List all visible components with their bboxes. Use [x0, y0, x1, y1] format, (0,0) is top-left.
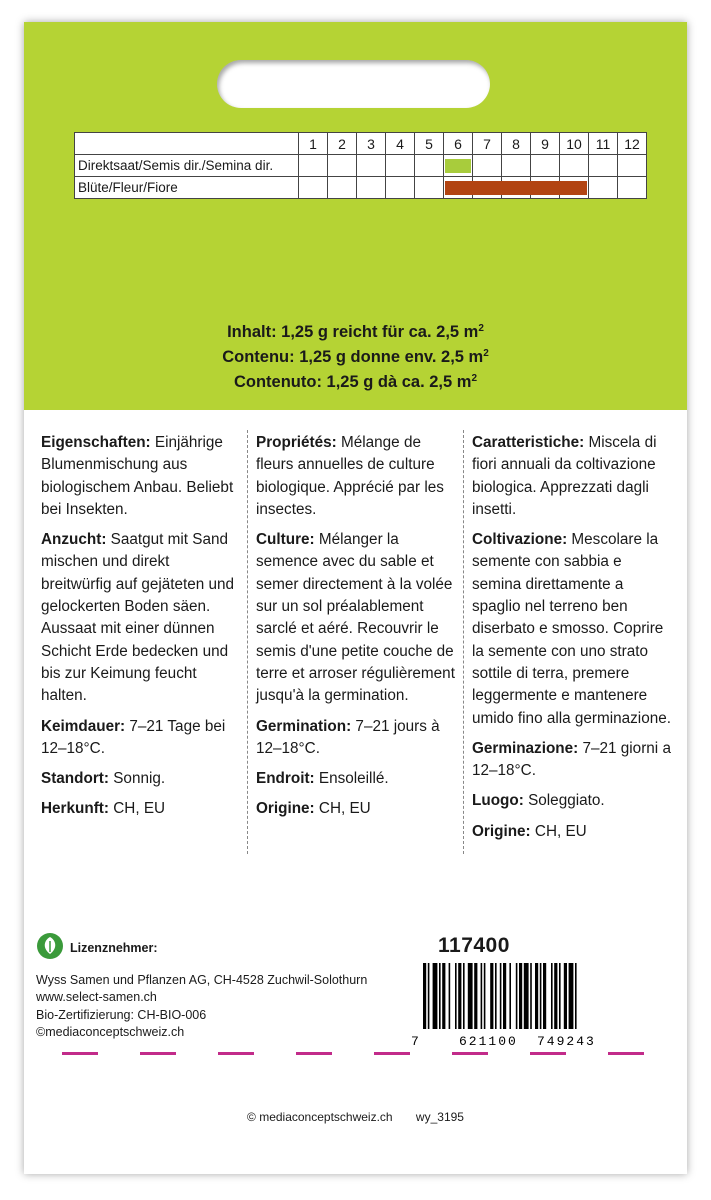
info-text: Soleggiato. [523, 792, 605, 810]
barcode-bar [474, 963, 477, 1029]
month-cell [531, 155, 560, 177]
column-french [256, 432, 458, 829]
info-text: CH, EU [314, 800, 371, 818]
column-divider [247, 430, 248, 854]
info-heading: Herkunft: [41, 800, 109, 818]
green-header-panel [24, 22, 687, 410]
month-cell [618, 155, 647, 177]
info-text: 7–21 jours à 12–18°C. [256, 717, 440, 757]
info-text: CH, EU [530, 822, 587, 840]
calendar-period-bar [445, 159, 471, 173]
barcode-bar [519, 963, 522, 1029]
info-text: Miscela di fiori annuali da coltivazione biologica. Apprezzati dagli insetti. [472, 434, 657, 518]
bio-certification: Bio-Zertifizierung: CH-BIO-006 [36, 1007, 207, 1022]
barcode-bar [535, 963, 538, 1029]
barcode-bar [530, 963, 532, 1029]
month-header: 12 [618, 133, 647, 155]
info-heading: Coltivazione: [472, 531, 568, 549]
info-text: Mélanger la semence avec du sable et semer directement à la volée sur un sol préalablement sarclé et aéré. Recouvrir le semis d'une petite couche de terre et arroser régulièrement jusqu'à la germination. [256, 531, 455, 705]
info-text: Saatgut mit Sand mischen und direkt breitwürfig auf gejäteten und gelockerten Boden säen. Aussaat mit einer dünnen Schicht Erde bedecken und bis zur Keimung feucht halten. [41, 531, 235, 705]
info-text: Mélange de fleurs annuelles de culture biologique. Apprécié par les insectes. [256, 434, 444, 518]
info-heading: Keimdauer: [41, 717, 126, 735]
barcode-digit-first: 7 [411, 1034, 419, 1049]
info-heading: Origine: [472, 822, 531, 840]
month-cell [444, 155, 473, 177]
month-cell [328, 155, 357, 177]
info-heading: Luogo: [472, 792, 524, 810]
calendar-period-bar [472, 181, 502, 195]
info-text: Mescolare la semente con sabbia e semina direttamente a spaglio nel terreno ben diserbato e smosso. Coprire la semente con uno strato sottile di terra, premere leggermente e mantenere umido fino alla germinazione. [472, 531, 671, 727]
month-cell [502, 155, 531, 177]
month-header: 9 [531, 133, 560, 155]
month-header: 3 [357, 133, 386, 155]
info-heading: Standort: [41, 770, 109, 788]
info-paragraph [41, 529, 241, 707]
barcode-bar [524, 963, 529, 1029]
month-cell [415, 155, 444, 177]
info-text: Einjährige Blumenmischung aus biologischem Anbau. Beliebt bei Insekten. [41, 434, 234, 518]
barcode-bar [509, 963, 511, 1029]
licensee-line: Wyss Samen und Pflanzen AG, CH-4528 Zuchwil-Solothurn [36, 972, 368, 987]
info-paragraph [472, 529, 672, 730]
hang-hole [217, 60, 490, 108]
info-heading: Anzucht: [41, 531, 107, 549]
month-cell [560, 177, 589, 199]
barcode-digits-right: 749243 [537, 1034, 596, 1049]
month-cell [502, 177, 531, 199]
website-link[interactable]: www.select-samen.ch [36, 990, 157, 1004]
info-heading: Propriétés: [256, 434, 337, 451]
month-cell [560, 155, 589, 177]
month-cell [531, 177, 560, 199]
barcode-bar [455, 963, 457, 1029]
perforation-marks [24, 1052, 687, 1055]
barcode-bar [540, 963, 542, 1029]
month-cell [415, 177, 444, 199]
info-text: Sonnig. [108, 770, 166, 788]
info-paragraph [472, 738, 672, 783]
column-italian [472, 432, 672, 851]
article-number: 117400 [438, 934, 510, 957]
month-cell [357, 155, 386, 177]
content-info [24, 318, 687, 393]
barcode-bar [484, 963, 486, 1029]
month-header: 11 [589, 133, 618, 155]
column-german [41, 432, 241, 829]
info-paragraph [256, 798, 458, 820]
month-cell [473, 155, 502, 177]
calendar-period-bar [530, 181, 560, 195]
month-cell [444, 177, 473, 199]
footer-credit: © mediaconceptschweiz.ch wy_3195 [247, 1110, 464, 1124]
month-header: 6 [444, 133, 473, 155]
content-fr: Contenu: 1,25 g donne env. 2,5 $m^2$ [222, 348, 489, 366]
month-cell [299, 155, 328, 177]
info-heading: Endroit: [256, 770, 315, 788]
month-cell [386, 155, 415, 177]
info-text: Ensoleillé. [314, 770, 389, 788]
info-heading: Origine: [256, 800, 315, 818]
info-paragraph [472, 790, 672, 812]
barcode-bar [569, 963, 574, 1029]
month-header: 10 [560, 133, 589, 155]
seed-packet-back [24, 22, 687, 1174]
calendar-period-bar [501, 181, 531, 195]
barcode-bar [551, 963, 553, 1029]
info-heading: Culture: [256, 531, 315, 549]
month-header: 8 [502, 133, 531, 155]
perforation-dash [374, 1052, 410, 1055]
info-text: 7–21 giorni a 12–18°C. [472, 739, 671, 780]
perforation-dash [140, 1052, 176, 1055]
info-paragraph [41, 432, 241, 521]
month-cell [299, 177, 328, 199]
barcode-bar [490, 963, 493, 1029]
leaf-logo-icon [36, 932, 64, 966]
info-heading: Eigenschaften: [41, 434, 151, 451]
calendar-row-label: Blüte/Fleur/Fiore [75, 177, 299, 199]
barcode-bar [503, 963, 506, 1029]
barcode-bar [428, 963, 430, 1029]
barcode-bar [495, 963, 497, 1029]
info-paragraph [256, 768, 458, 790]
content-it: Contenuto: 1,25 g dà ca. 2,5 $m^2$ [233, 373, 478, 391]
info-heading: Germinazione: [472, 739, 579, 757]
barcode-bar [516, 963, 518, 1029]
info-paragraph [256, 432, 458, 521]
calendar-period-bar [445, 181, 473, 195]
month-header: 7 [473, 133, 502, 155]
licensee-block [36, 932, 367, 1042]
barcode-bar [439, 963, 441, 1029]
info-paragraph [472, 432, 672, 521]
sowing-calendar [74, 132, 647, 199]
barcode-bar [554, 963, 557, 1029]
month-cell [473, 177, 502, 199]
barcode-bar [468, 963, 473, 1029]
month-cell [328, 177, 357, 199]
barcode-bar [564, 963, 567, 1029]
barcode-bar [449, 963, 451, 1029]
perforation-dash [608, 1052, 644, 1055]
barcode-digits-left: 621100 [459, 1034, 518, 1049]
perforation-dash [218, 1052, 254, 1055]
barcode-bar [458, 963, 461, 1029]
info-text: 7–21 Tage bei 12–18°C. [41, 717, 226, 757]
info-text: CH, EU [109, 800, 166, 818]
info-paragraph [256, 716, 458, 761]
barcode-bar [481, 963, 483, 1029]
barcode-bar [463, 963, 465, 1029]
barcode [409, 959, 629, 1054]
column-divider [463, 430, 464, 854]
month-header: 4 [386, 133, 415, 155]
barcode-bar [575, 963, 577, 1029]
info-heading: Caratteristiche: [472, 434, 585, 451]
month-header: 2 [328, 133, 357, 155]
barcode-bar [423, 963, 426, 1029]
perforation-dash [62, 1052, 98, 1055]
content-de: Inhalt: 1,25 g reicht für ca. 2,5 $m^2$ [227, 323, 484, 341]
licensee-heading: Lizenznehmer: [70, 941, 158, 955]
barcode-bar [559, 963, 561, 1029]
info-paragraph [41, 768, 241, 790]
month-header: 1 [299, 133, 328, 155]
month-cell [618, 177, 647, 199]
month-cell [589, 155, 618, 177]
month-cell [386, 177, 415, 199]
perforation-dash [452, 1052, 488, 1055]
calendar-row-label: Direktsaat/Semis dir./Semina dir. [75, 155, 299, 177]
perforation-dash [296, 1052, 332, 1055]
month-header: 5 [415, 133, 444, 155]
copyright-line: ©mediaconceptschweiz.ch [36, 1025, 185, 1039]
perforation-dash [530, 1052, 566, 1055]
barcode-bar [442, 963, 445, 1029]
info-paragraph [472, 821, 672, 843]
calendar-period-bar [559, 181, 587, 195]
info-paragraph [41, 716, 241, 761]
calendar-corner [75, 133, 299, 155]
month-cell [589, 177, 618, 199]
info-paragraph [41, 798, 241, 820]
barcode-bar [543, 963, 546, 1029]
barcode-bar [500, 963, 502, 1029]
barcode-bar [433, 963, 438, 1029]
info-paragraph [256, 529, 458, 707]
month-cell [357, 177, 386, 199]
info-heading: Germination: [256, 717, 352, 735]
